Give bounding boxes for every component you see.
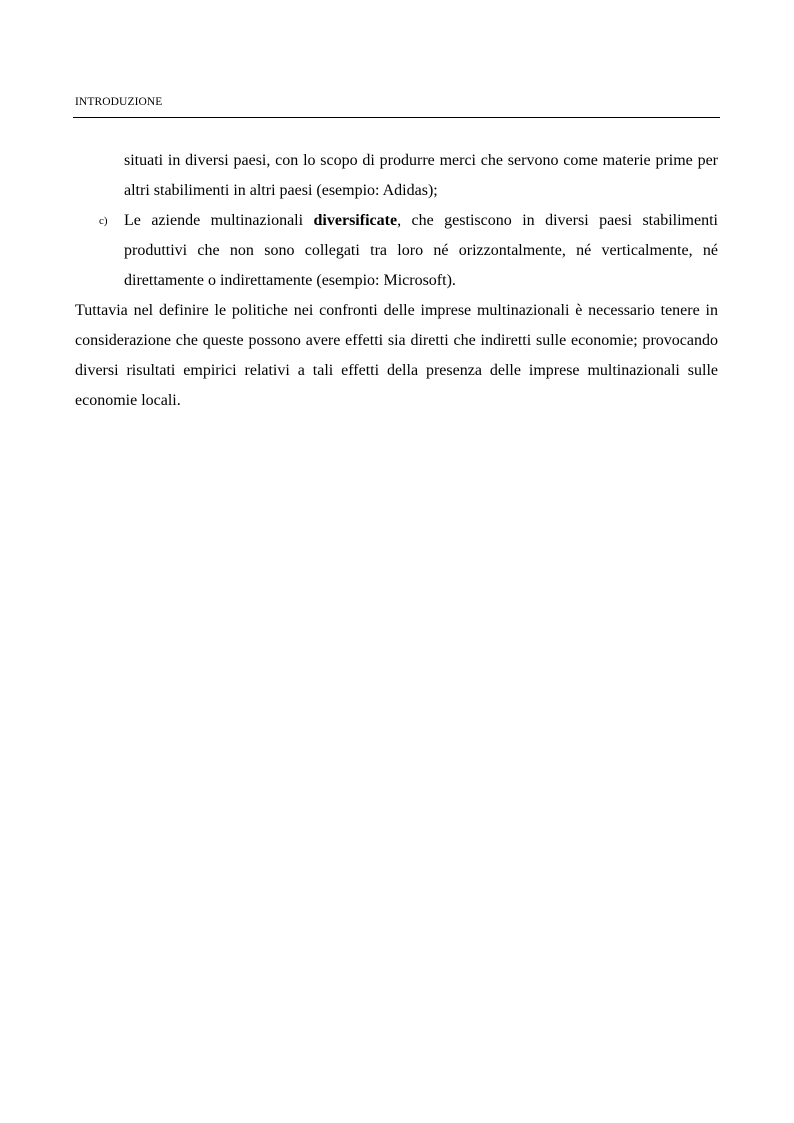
closing-paragraph: Tuttavia nel definire le politiche nei confronti delle imprese multinazionali è necessario tenere in considerazione che queste possono avere effetti sia diretti che indiretti sulle economie; provocando diversi risultati empirici relativi a tali effetti della presenza delle imprese multinazionali sulle economie locali.: [75, 302, 718, 409]
list-marker-c: c): [99, 215, 108, 227]
item-c-bold-term: diversificate: [313, 212, 398, 229]
list-item-b-continuation: situati in diversi paesi, con lo scopo di produrre merci che servono come materie prime per altri stabilimenti in altri paesi (esempio: Adidas);: [124, 152, 718, 199]
header-rule: [73, 117, 720, 118]
page-body: [75, 146, 718, 416]
list-item-c: [75, 206, 718, 296]
item-c-text-before: Le aziende multinazionali: [124, 212, 314, 229]
item-c-text-after: , che gestiscono in diversi paesi stabilimenti produttivi che non sono collegati tra loro né orizzontalmente, né verticalmente, né direttamente o indirettamente (esempio: Microsoft).: [124, 212, 718, 289]
list-item-c-text: [124, 206, 718, 296]
running-header: INTRODUZIONE: [75, 96, 163, 108]
